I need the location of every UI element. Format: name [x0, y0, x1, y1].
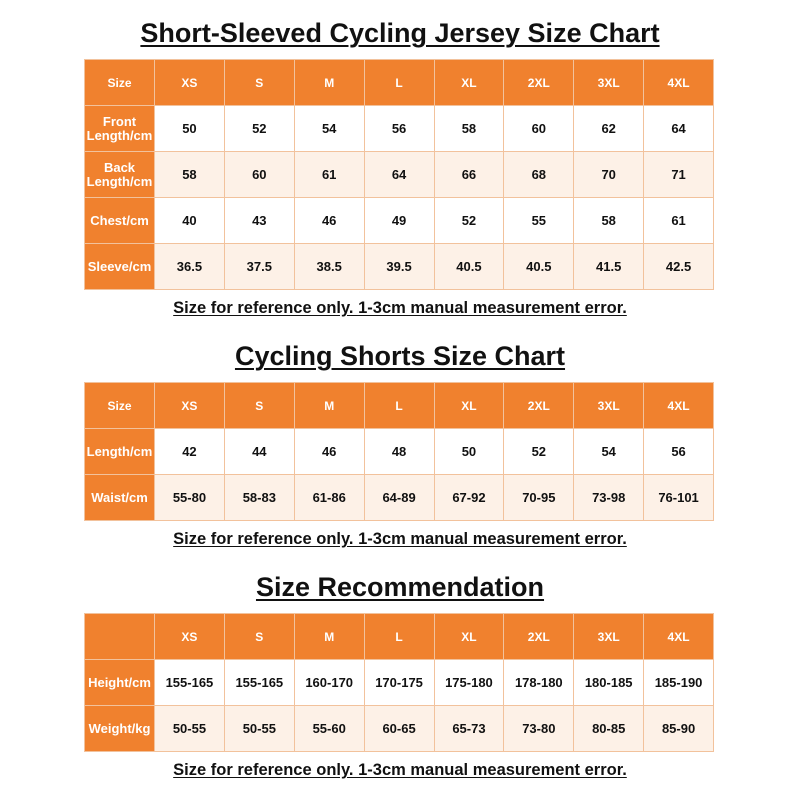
table-cell: 36.5	[155, 244, 225, 290]
table-cell: 70	[574, 152, 644, 198]
size-column-header: L	[364, 60, 434, 106]
shorts-table-wrap	[0, 382, 800, 521]
jersey-title: Short-Sleeved Cycling Jersey Size Chart	[140, 18, 660, 48]
table-cell: 58	[574, 198, 644, 244]
table-cell: 64-89	[364, 475, 434, 521]
shorts-section	[0, 340, 800, 372]
table-row	[85, 198, 714, 244]
table-cell: 61	[644, 198, 714, 244]
table-cell: 58	[434, 106, 504, 152]
row-label: Height/cm	[85, 660, 155, 706]
table-cell: 42.5	[644, 244, 714, 290]
size-column-header: M	[294, 614, 364, 660]
table-cell: 55	[504, 198, 574, 244]
table-cell: 73-80	[504, 706, 574, 752]
row-label: Waist/cm	[85, 475, 155, 521]
jersey-size-table	[84, 59, 714, 290]
table-cell: 58	[155, 152, 225, 198]
table-row	[85, 152, 714, 198]
table-cell: 52	[224, 106, 294, 152]
table-cell: 65-73	[434, 706, 504, 752]
table-cell: 68	[504, 152, 574, 198]
table-cell: 66	[434, 152, 504, 198]
table-cell: 155-165	[224, 660, 294, 706]
header-row	[85, 614, 714, 660]
row-label: Front Length/cm	[85, 106, 155, 152]
table-row	[85, 429, 714, 475]
table-cell: 85-90	[644, 706, 714, 752]
table-cell: 37.5	[224, 244, 294, 290]
table-cell: 73-98	[574, 475, 644, 521]
table-cell: 61-86	[294, 475, 364, 521]
jersey-note: Size for reference only. 1-3cm manual measurement error.	[173, 299, 627, 317]
row-label: Length/cm	[85, 429, 155, 475]
table-cell: 185-190	[644, 660, 714, 706]
shorts-note-wrap	[0, 529, 800, 549]
recommendation-title: Size Recommendation	[255, 572, 545, 602]
table-cell: 64	[364, 152, 434, 198]
table-cell: 48	[364, 429, 434, 475]
recommendation-note: Size for reference only. 1-3cm manual measurement error.	[173, 761, 627, 779]
recommendation-table-wrap	[0, 613, 800, 752]
table-cell: 64	[644, 106, 714, 152]
size-column-header: 4XL	[644, 383, 714, 429]
row-label: Sleeve/cm	[85, 244, 155, 290]
row-label: Back Length/cm	[85, 152, 155, 198]
table-cell: 40.5	[504, 244, 574, 290]
table-cell: 41.5	[574, 244, 644, 290]
header-row	[85, 60, 714, 106]
size-column-header: XL	[434, 614, 504, 660]
table-cell: 50-55	[224, 706, 294, 752]
jersey-section	[0, 17, 800, 49]
size-header-cell: Size	[85, 60, 155, 106]
table-cell: 55-80	[155, 475, 225, 521]
table-row	[85, 706, 714, 752]
table-cell: 178-180	[504, 660, 574, 706]
jersey-note-wrap	[0, 298, 800, 318]
table-cell: 42	[155, 429, 225, 475]
size-column-header: M	[294, 383, 364, 429]
table-cell: 49	[364, 198, 434, 244]
table-cell: 67-92	[434, 475, 504, 521]
table-cell: 50	[434, 429, 504, 475]
shorts-size-table	[84, 382, 714, 521]
table-cell: 55-60	[294, 706, 364, 752]
shorts-title: Cycling Shorts Size Chart	[234, 341, 566, 371]
size-column-header: S	[224, 60, 294, 106]
table-cell: 76-101	[644, 475, 714, 521]
recommendation-note-wrap	[0, 760, 800, 780]
shorts-note: Size for reference only. 1-3cm manual measurement error.	[173, 530, 627, 548]
table-row	[85, 475, 714, 521]
table-cell: 40	[155, 198, 225, 244]
jersey-table-wrap	[0, 59, 800, 290]
table-row	[85, 660, 714, 706]
table-cell: 50-55	[155, 706, 225, 752]
row-label: Weight/kg	[85, 706, 155, 752]
recommendation-section	[0, 571, 800, 603]
size-column-header: 2XL	[504, 614, 574, 660]
table-cell: 62	[574, 106, 644, 152]
size-column-header: L	[364, 614, 434, 660]
row-label: Chest/cm	[85, 198, 155, 244]
table-cell: 54	[574, 429, 644, 475]
table-cell: 80-85	[574, 706, 644, 752]
table-cell: 60-65	[364, 706, 434, 752]
table-cell: 70-95	[504, 475, 574, 521]
table-cell: 60	[224, 152, 294, 198]
size-column-header: XS	[155, 60, 225, 106]
table-cell: 46	[294, 429, 364, 475]
size-column-header: 2XL	[504, 383, 574, 429]
size-column-header: M	[294, 60, 364, 106]
size-column-header: S	[224, 614, 294, 660]
size-column-header: L	[364, 383, 434, 429]
table-cell: 170-175	[364, 660, 434, 706]
table-row	[85, 106, 714, 152]
size-column-header: XL	[434, 383, 504, 429]
size-column-header: XL	[434, 60, 504, 106]
table-cell: 46	[294, 198, 364, 244]
table-cell: 160-170	[294, 660, 364, 706]
table-cell: 52	[504, 429, 574, 475]
size-header-cell: Size	[85, 383, 155, 429]
size-column-header: 4XL	[644, 60, 714, 106]
table-cell: 52	[434, 198, 504, 244]
table-cell: 61	[294, 152, 364, 198]
table-cell: 155-165	[155, 660, 225, 706]
size-column-header: XS	[155, 614, 225, 660]
table-cell: 56	[364, 106, 434, 152]
table-cell: 54	[294, 106, 364, 152]
size-header-cell	[85, 614, 155, 660]
table-cell: 180-185	[574, 660, 644, 706]
table-cell: 71	[644, 152, 714, 198]
table-cell: 43	[224, 198, 294, 244]
table-cell: 175-180	[434, 660, 504, 706]
table-cell: 58-83	[224, 475, 294, 521]
size-column-header: 3XL	[574, 383, 644, 429]
table-cell: 44	[224, 429, 294, 475]
size-column-header: 3XL	[574, 614, 644, 660]
size-column-header: XS	[155, 383, 225, 429]
table-cell: 39.5	[364, 244, 434, 290]
size-column-header: 3XL	[574, 60, 644, 106]
table-cell: 56	[644, 429, 714, 475]
header-row	[85, 383, 714, 429]
table-cell: 50	[155, 106, 225, 152]
table-cell: 60	[504, 106, 574, 152]
recommendation-size-table	[84, 613, 714, 752]
size-column-header: 2XL	[504, 60, 574, 106]
table-cell: 38.5	[294, 244, 364, 290]
table-cell: 40.5	[434, 244, 504, 290]
table-row	[85, 244, 714, 290]
size-column-header: S	[224, 383, 294, 429]
size-column-header: 4XL	[644, 614, 714, 660]
